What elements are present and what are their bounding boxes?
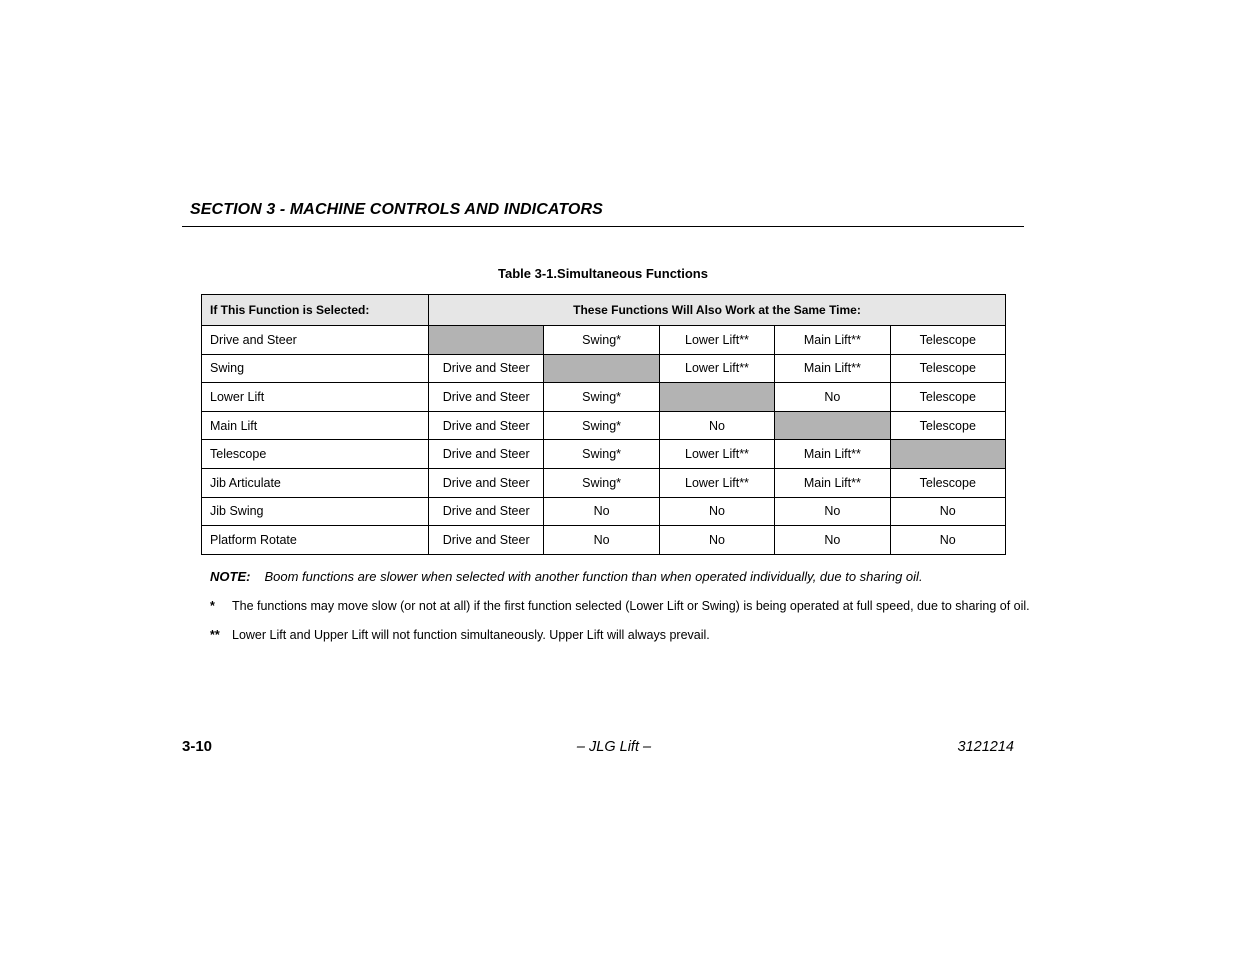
footnote-marker: * [210, 599, 215, 613]
table-cell: No [775, 383, 890, 412]
shaded-cell [659, 383, 774, 412]
table-cell: No [544, 526, 659, 555]
shaded-cell [544, 354, 659, 383]
table-cell: No [890, 497, 1005, 526]
row-label: Drive and Steer [202, 326, 429, 355]
table-cell: Lower Lift** [659, 354, 774, 383]
simultaneous-functions-table [201, 294, 1006, 555]
table-cell: Drive and Steer [429, 468, 544, 497]
table-body [202, 326, 1006, 555]
footer-brand: – JLG Lift – [576, 739, 652, 755]
table-cell: Main Lift** [775, 468, 890, 497]
document-number: 3121214 [957, 739, 1014, 755]
row-label: Swing [202, 354, 429, 383]
note [210, 569, 923, 584]
shaded-cell [775, 411, 890, 440]
table-cell: No [890, 526, 1005, 555]
table-cell: Main Lift** [775, 354, 890, 383]
table-cell: No [544, 497, 659, 526]
table-cell: Swing* [544, 411, 659, 440]
row-label: Platform Rotate [202, 526, 429, 555]
table-cell: Swing* [544, 383, 659, 412]
table-cell: Drive and Steer [429, 497, 544, 526]
footnote-text: The functions may move slow (or not at all) if the first function selected (Lower Lift or Swing) is being operated at full speed, due to sharing of oil. [232, 599, 1030, 613]
table-row [202, 383, 1006, 412]
table-cell: Telescope [890, 354, 1005, 383]
row-label: Lower Lift [202, 383, 429, 412]
footnote-text: Lower Lift and Upper Lift will not function simultaneously. Upper Lift will always prevail. [232, 628, 710, 642]
table-cell: No [659, 497, 774, 526]
table-cell: Main Lift** [775, 440, 890, 469]
header-selected-function: If This Function is Selected: [202, 295, 429, 326]
table-cell: No [775, 526, 890, 555]
table-title: Table 3-1.Simultaneous Functions [498, 266, 708, 281]
header-rule [182, 226, 1024, 227]
table-cell: Lower Lift** [659, 468, 774, 497]
table-cell: Drive and Steer [429, 383, 544, 412]
table-row [202, 497, 1006, 526]
section-title: SECTION 3 - MACHINE CONTROLS AND INDICATORS [190, 201, 603, 218]
row-label: Telescope [202, 440, 429, 469]
table-cell: No [659, 411, 774, 440]
table-cell: Lower Lift** [659, 440, 774, 469]
table-cell: Swing* [544, 468, 659, 497]
table-row [202, 468, 1006, 497]
table-cell: Drive and Steer [429, 526, 544, 555]
table-cell: Main Lift** [775, 326, 890, 355]
footnote-double-asterisk [210, 628, 710, 642]
table-cell: No [775, 497, 890, 526]
table-cell: Drive and Steer [429, 440, 544, 469]
note-label: NOTE: [210, 569, 251, 584]
table-cell: Swing* [544, 326, 659, 355]
shaded-cell [890, 440, 1005, 469]
table-cell: Drive and Steer [429, 354, 544, 383]
table-cell: Telescope [890, 383, 1005, 412]
table-row [202, 411, 1006, 440]
table-cell: Drive and Steer [429, 411, 544, 440]
table-header-row [202, 295, 1006, 326]
table-row [202, 326, 1006, 355]
table-cell: No [659, 526, 774, 555]
table-row [202, 354, 1006, 383]
table-cell: Telescope [890, 326, 1005, 355]
table-row [202, 440, 1006, 469]
page-number: 3-10 [182, 738, 213, 755]
footnote-marker: ** [210, 628, 220, 642]
shaded-cell [429, 326, 544, 355]
row-label: Main Lift [202, 411, 429, 440]
table-cell: Telescope [890, 411, 1005, 440]
note-text: Boom functions are slower when selected with another function than when operated individually, due to sharing oil. [264, 569, 923, 584]
table-cell: Swing* [544, 440, 659, 469]
footnote-single-asterisk [210, 599, 1030, 613]
row-label: Jib Articulate [202, 468, 429, 497]
row-label: Jib Swing [202, 497, 429, 526]
table-cell: Telescope [890, 468, 1005, 497]
header-simultaneous-functions: These Functions Will Also Work at the Same Time: [429, 295, 1006, 326]
table-cell: Lower Lift** [659, 326, 774, 355]
table-row [202, 526, 1006, 555]
